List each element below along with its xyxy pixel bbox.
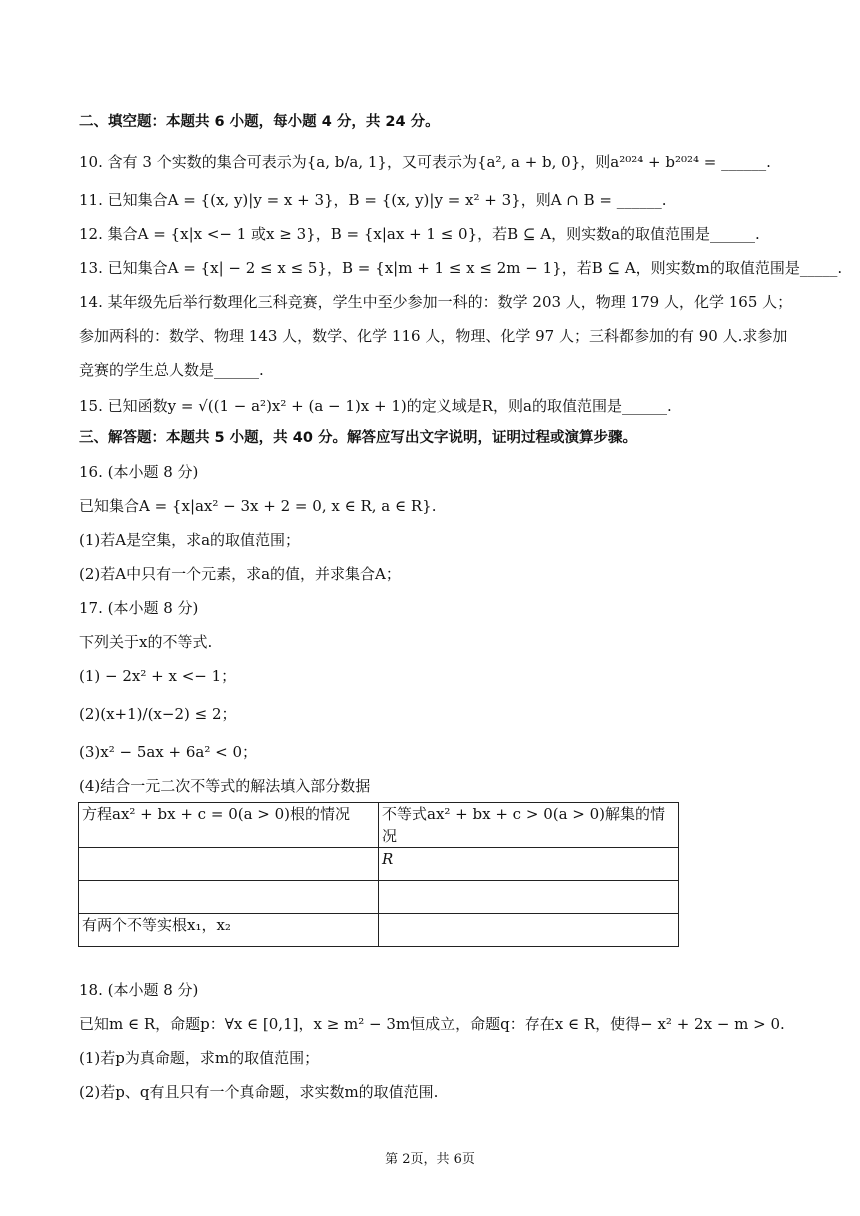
table-header-right: 不等式ax² + bx + c > 0(a > 0)解集的情况 xyxy=(379,803,679,848)
question-14-line2: 参加两科的：数学、物理 143 人，数学、化学 116 人，物理、化学 97 人；三科都参加的有 90 人.求参加 xyxy=(79,327,788,345)
table-cell xyxy=(79,848,379,881)
table-row xyxy=(79,848,679,881)
table-header-left: 方程ax² + bx + c = 0(a > 0)根的情况 xyxy=(79,803,379,848)
page-footer: 第 2页，共 6页 xyxy=(385,1152,475,1167)
question-18-stem: 已知m ∈ R，命题p：∀x ∈ [0,1]，x ≥ m² − 3m恒成立，命题q：存在x ∈ R，使得− x² + 2x − m > 0. xyxy=(79,1015,785,1033)
table-cell xyxy=(79,881,379,914)
question-12: 12. 集合A = {x|x <− 1 或x ≥ 3}，B = {x|ax + 1 ≤ 0}，若B ⊆ A，则实数a的取值范围是______. xyxy=(79,225,760,243)
table-cell xyxy=(379,914,679,947)
table-row xyxy=(79,914,679,947)
section2-heading: 二、填空题：本题共 6 小题，每小题 4 分，共 24 分。 xyxy=(79,114,440,130)
section3-heading: 三、解答题：本题共 5 小题，共 40 分。解答应写出文字说明，证明过程或演算步骤。 xyxy=(79,430,637,446)
question-14-line1: 14. 某年级先后举行数理化三科竞赛，学生中至少参加一科的：数学 203 人，物理 179 人，化学 165 人； xyxy=(79,293,793,311)
table-cell: 有两个不等实根x₁，x₂ xyxy=(79,914,379,947)
inequality-table xyxy=(78,802,679,947)
question-10: 10. 含有 3 个实数的集合可表示为{a, b/a, 1}，又可表示为{a², a + b, 0}，则a²⁰²⁴ + b²⁰²⁴ = ______. xyxy=(79,153,771,171)
question-17-part1: (1) − 2x² + x <− 1； xyxy=(79,667,237,685)
question-16-part1: (1)若A是空集，求a的取值范围； xyxy=(79,531,301,549)
question-18-title: 18. (本小题 8 分) xyxy=(79,981,199,999)
question-13: 13. 已知集合A = {x| − 2 ≤ x ≤ 5}，B = {x|m + 1 ≤ x ≤ 2m − 1}，若B ⊆ A，则实数m的取值范围是_____. xyxy=(79,259,843,277)
question-17-part3: (3)x² − 5ax + 6a² < 0； xyxy=(79,743,258,761)
question-16-title: 16. (本小题 8 分) xyxy=(79,463,199,481)
table-cell xyxy=(379,881,679,914)
question-16-stem: 已知集合A = {x|ax² − 3x + 2 = 0, x ∈ R, a ∈ R}. xyxy=(79,497,437,515)
question-17-part2: (2)(x+1)/(x−2) ≤ 2； xyxy=(79,705,237,723)
question-16-part2: (2)若A中只有一个元素，求a的值，并求集合A； xyxy=(79,565,401,583)
question-18-part1: (1)若p为真命题，求m的取值范围； xyxy=(79,1049,320,1067)
table-header-row xyxy=(79,803,679,848)
question-17-stem: 下列关于x的不等式. xyxy=(79,633,213,651)
question-15: 15. 已知函数y = √((1 − a²)x² + (a − 1)x + 1)的定义域是R，则a的取值范围是______. xyxy=(79,397,672,415)
question-17-part4: (4)结合一元二次不等式的解法填入部分数据 xyxy=(79,777,371,795)
question-11: 11. 已知集合A = {(x, y)|y = x + 3}，B = {(x, y)|y = x² + 3}，则A ∩ B = ______. xyxy=(79,191,667,209)
table-row xyxy=(79,881,679,914)
question-18-part2: (2)若p、q有且只有一个真命题，求实数m的取值范围. xyxy=(79,1083,439,1101)
question-14-line3: 竞赛的学生总人数是______. xyxy=(79,361,264,379)
question-17-title: 17. (本小题 8 分) xyxy=(79,599,199,617)
table-cell: R xyxy=(379,848,679,881)
